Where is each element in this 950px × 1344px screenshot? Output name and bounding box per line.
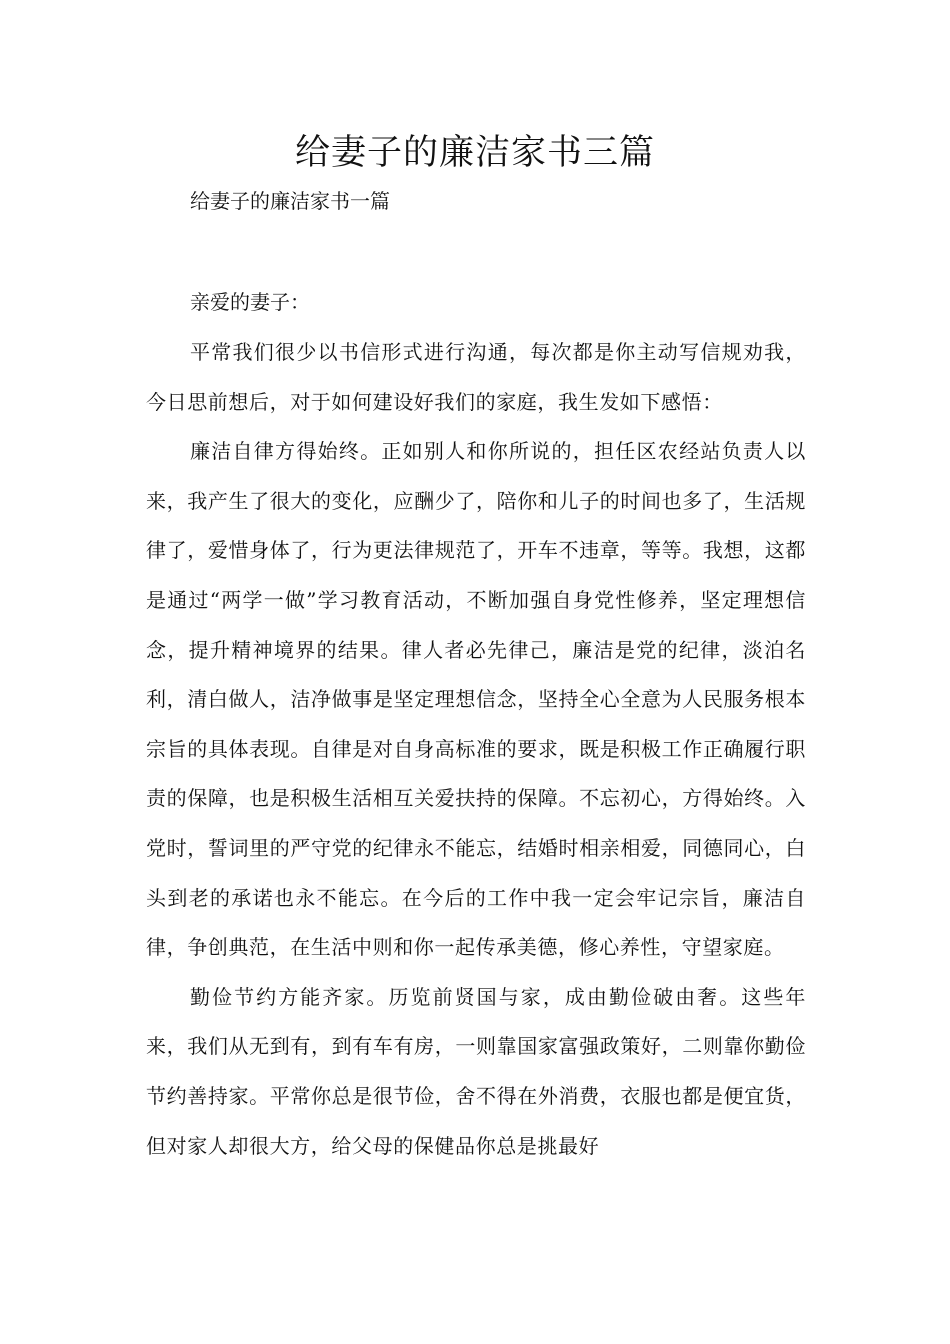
letter-subtitle: 给妻子的廉洁家书一篇 [190,189,390,213]
salutation: 亲爱的妻子： [190,290,310,314]
letter-body [146,328,806,1171]
paragraph-1: 平常我们很少以书信形式进行沟通，每次都是你主动写信规劝我，今日思前想后，对于如何建设好我们的家庭，我生发如下感悟： [146,340,806,414]
document-title: 给妻子的廉洁家书三篇 [294,133,655,173]
paragraph-3: 勤俭节约方能齐家。历览前贤国与家，成由勤俭破由奢。这些年来，我们从无到有，到有车有房，一则靠国家富强政策好，二则靠你勤俭节约善持家。平常你总是很节俭，舍不得在外消费，衣服也都是便宜货，但对家人却很大方，给父母的保健品你总是挑最好 [146,984,806,1158]
paragraph-2: 廉洁自律方得始终。正如别人和你所说的，担任区农经站负责人以来，我产生了很大的变化，应酬少了，陪你和儿子的时间也多了，生活规律了，爱惜身体了，行为更法律规范了，开车不违章，等等。我想，这都是通过“两学一做”学习教育活动，不断加强自身党性修养，坚定理想信念，提升精神境界的结果。律人者必先律己，廉洁是党的纪律，淡泊名利，清白做人，洁净做事是坚定理想信念，坚持全心全意为人民服务根本宗旨的具体表现。自律是对自身高标准的要求，既是积极工作正确履行职责的保障，也是积极生活相互关爱扶持的保障。不忘初心，方得始终。入党时，誓词里的严守党的纪律永不能忘，结婚时相亲相爱，同德同心，白头到老的承诺也永不能忘。在今后的工作中我一定会牢记宗旨，廉洁自律，争创典范，在生活中则和你一起传承美德，修心养性，守望家庭。 [146,439,806,960]
